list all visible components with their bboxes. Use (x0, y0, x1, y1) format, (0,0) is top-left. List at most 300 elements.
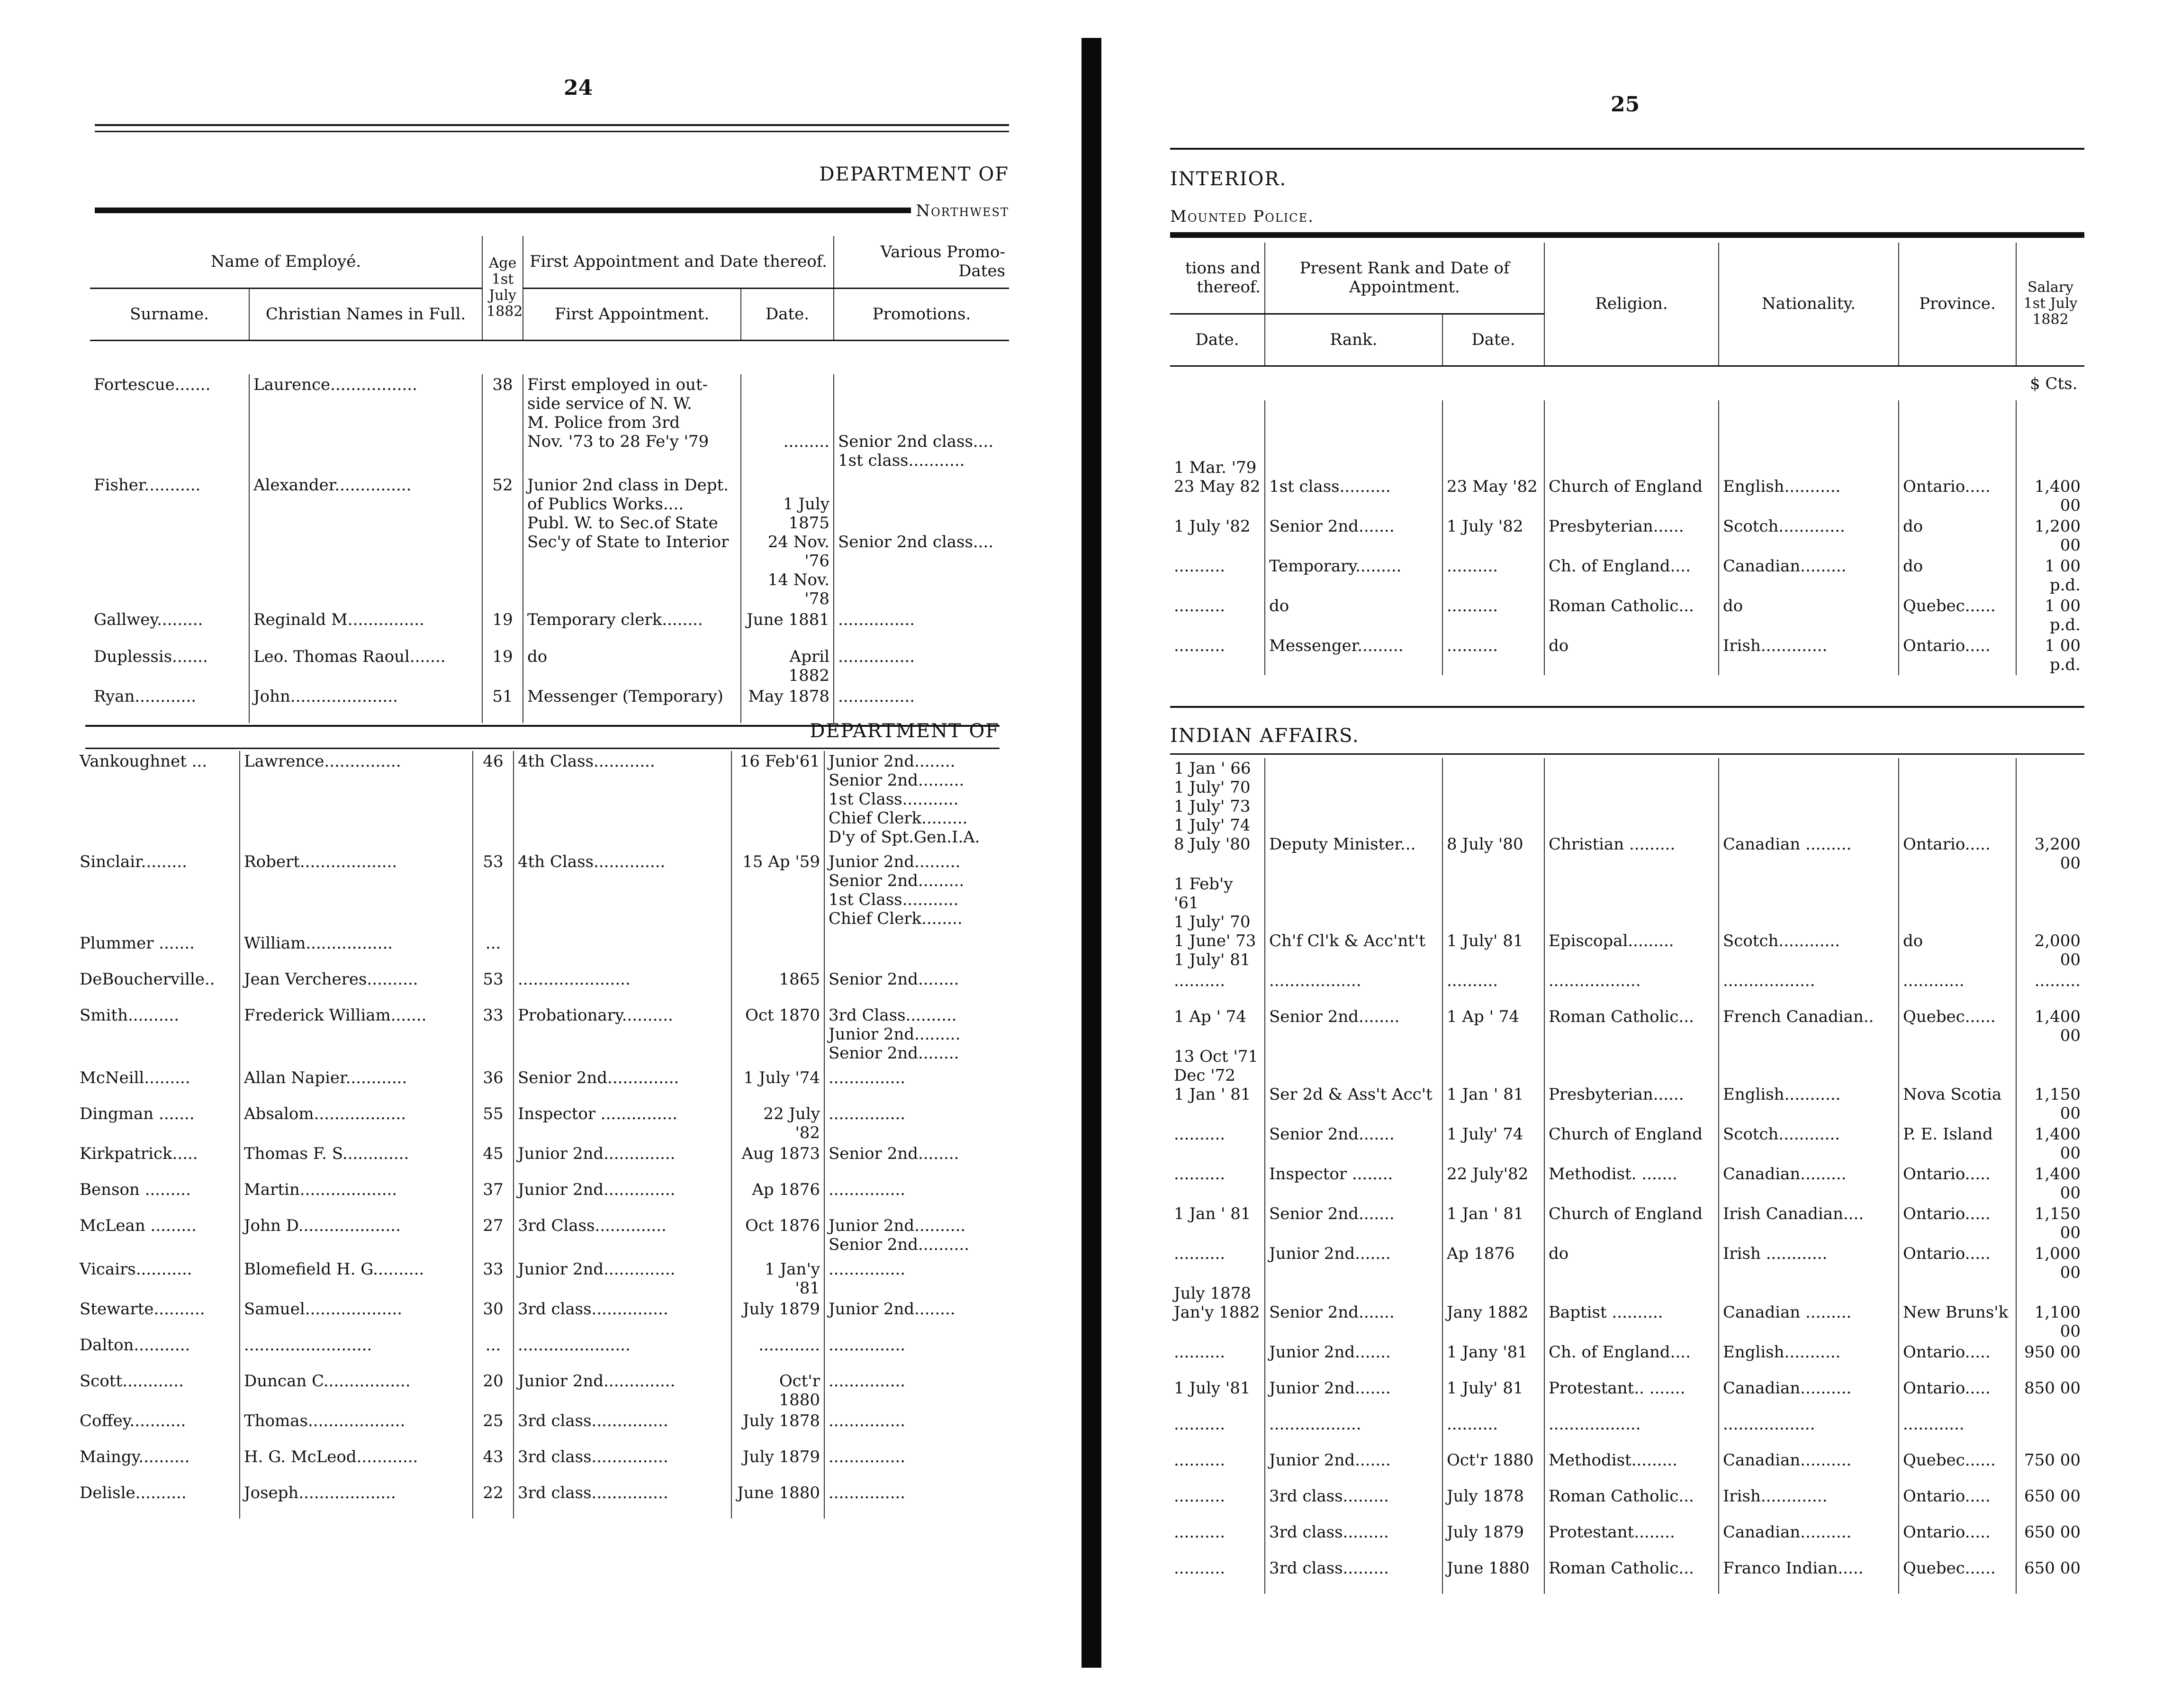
salary-cell: 1,400 00 (2016, 1006, 2084, 1046)
christian-names-cell: Joseph................... (240, 1482, 473, 1518)
salary-cell: 750 00 (2016, 1450, 2084, 1486)
branch-subtitle: Northwest (911, 201, 1009, 220)
rank-date-cell: 1 Jany '81 (1442, 1342, 1544, 1378)
nationality-cell: Scotch............ (1719, 1124, 1899, 1164)
christian-names-cell: Laurence................. (249, 374, 482, 475)
first-appointment-cell: Junior 2nd.............. (514, 1179, 731, 1215)
first-appointment-group-header: First Appointment and Date thereof. (523, 236, 834, 288)
promotion-date-cell: 1 July '82 (1174, 517, 1251, 536)
nationality-cell: French Canadian.. (1719, 1006, 1899, 1046)
table-row (76, 1143, 1000, 1179)
promotions-cell: Senior 2nd........ (824, 969, 1000, 1005)
surname-cell: Vankoughnet ... (80, 752, 207, 771)
religion-cell: Baptist .......... (1544, 1283, 1719, 1342)
religion-cell: .................. (1544, 1414, 1719, 1450)
date-cell (731, 933, 824, 969)
promotions-cell: Junior 2nd.......... Senior 2nd.......... (824, 1215, 1000, 1259)
present-rank-group-header: Present Rank and Date of Appointment. (1265, 243, 1544, 314)
page-number: 25 (1611, 92, 1640, 117)
heavy-rule (1170, 232, 2084, 238)
section2-title: INDIAN AFFAIRS. (1170, 725, 1360, 747)
date-cell: Oct 1876 (731, 1215, 824, 1259)
promotion-date-cell: 13 Oct '71 Dec '72 1 Jan ' 81 (1174, 1047, 1259, 1104)
table-row (76, 751, 1000, 851)
christian-names-cell: John..................... (249, 686, 482, 723)
salary-cell: 1,150 00 (2016, 1203, 2084, 1243)
rank-date-cell: Ap 1876 (1442, 1243, 1544, 1283)
table-row (90, 646, 1009, 686)
table-row (1170, 400, 2084, 516)
promotions-cell: Junior 2nd........ Senior 2nd......... 1st Class........... Chief Clerk......... D'y of Spt.Gen.I.A. (824, 751, 1000, 851)
rank-date-cell: July 1878 (1442, 1486, 1544, 1522)
age-cell: 19 (482, 609, 523, 646)
department-title: DEPARTMENT OF (819, 163, 1009, 185)
section-rule (1170, 706, 2084, 708)
province-cell: Ontario..... (1899, 1378, 2016, 1414)
christian-names-cell: Leo. Thomas Raoul....... (249, 646, 482, 686)
surname-cell: Delisle.......... (80, 1483, 187, 1502)
date-cell: Oct'r 1880 (731, 1371, 824, 1410)
rank-date-cell: .......... (1442, 556, 1544, 596)
rank-cell: Junior 2nd....... (1265, 1450, 1442, 1486)
nationality-cell: .................. (1719, 970, 1899, 1006)
religion-cell: Roman Catholic... (1544, 1558, 1719, 1594)
rank-cell: Senior 2nd....... (1265, 1203, 1442, 1243)
table-row (76, 969, 1000, 1005)
religion-cell: Methodist......... (1544, 1450, 1719, 1486)
province-header: Province. (1899, 243, 2016, 366)
table-row (76, 933, 1000, 969)
table-row (76, 1005, 1000, 1067)
province-cell: Ontario..... (1899, 758, 2016, 874)
age-header: Age 1st July 1882 (482, 236, 523, 340)
rank-cell: Senior 2nd....... (1265, 516, 1442, 556)
section-rule-2 (1170, 753, 2084, 755)
salary-cell: 1,400 00 (2016, 1124, 2084, 1164)
rank-cell: Deputy Minister... (1265, 758, 1442, 874)
promotions-cell: Senior 2nd class.... (834, 475, 1009, 609)
age-cell: 37 (473, 1179, 514, 1215)
right-page (1109, 0, 2163, 1708)
religion-cell: Protestant.. ....... (1544, 1378, 1719, 1414)
rank-cell: Ser 2d & Ass't Acc't (1265, 1046, 1442, 1124)
religion-cell: Presbyterian...... (1544, 1046, 1719, 1124)
promotion-date-header: Date. (1170, 314, 1265, 366)
age-cell: 38 (482, 374, 523, 475)
promotions-cell: ............... (824, 1179, 1000, 1215)
date-cell: Oct 1870 (731, 1005, 824, 1067)
christian-names-cell: Reginald M............... (249, 609, 482, 646)
section-rule-2 (85, 748, 1000, 749)
promotions-cell: Junior 2nd......... Senior 2nd......... 1st Class........... Chief Clerk........ (824, 851, 1000, 933)
nationality-cell: do (1719, 596, 1899, 635)
page-number: 24 (564, 76, 593, 100)
table-row (76, 1215, 1000, 1259)
first-appointment-cell: 4th Class.............. (514, 851, 731, 933)
promotions-cont-header: tions and thereof. (1170, 243, 1265, 314)
rank-cell: Temporary......... (1265, 556, 1442, 596)
table-row (1170, 1522, 2084, 1558)
first-appointment-cell: 4th Class............ (514, 751, 731, 851)
province-cell: Ontario..... (1899, 1203, 2016, 1243)
christian-names-cell: Allan Napier............ (240, 1067, 473, 1103)
first-appointment-cell: Probationary.......... (514, 1005, 731, 1067)
rank-date-cell: 8 July '80 (1442, 758, 1544, 874)
nationality-cell: Canadian.......... (1719, 1378, 1899, 1414)
age-cell: 43 (473, 1446, 514, 1482)
rank-cell: Junior 2nd....... (1265, 1378, 1442, 1414)
table-row (76, 1299, 1000, 1335)
religion-cell: Episcopal......... (1544, 874, 1719, 970)
first-appointment-cell: First employed in out- side service of N. W. M. Police from 3rd Nov. '73 to 28 Fe'y '79 (523, 374, 741, 475)
province-cell: Quebec...... (1899, 1558, 2016, 1594)
rank-date-cell: 1 Jan ' 81 (1442, 1203, 1544, 1243)
nationality-cell: Irish............. (1719, 635, 1899, 675)
table-row (1170, 1378, 2084, 1414)
first-appointment-cell: Junior 2nd.............. (514, 1259, 731, 1299)
promotion-date-cell: .......... (1174, 1415, 1226, 1434)
christian-names-cell: Thomas F. S............. (240, 1143, 473, 1179)
first-appointment-cell: Junior 2nd.............. (514, 1143, 731, 1179)
rank-cell: Messenger......... (1265, 635, 1442, 675)
nationality-cell: Scotch............ (1719, 874, 1899, 970)
table-row (90, 609, 1009, 646)
department-title-cont: INTERIOR. (1170, 168, 1287, 190)
rank-cell: Junior 2nd....... (1265, 1243, 1442, 1283)
age-cell: 36 (473, 1067, 514, 1103)
date-cell: 1 Jan'y '81 (731, 1259, 824, 1299)
christian-names-cell: Samuel................... (240, 1299, 473, 1335)
province-cell: Ontario..... (1899, 635, 2016, 675)
surname-cell: Fisher........... (94, 476, 201, 495)
promotion-date-cell: 1 Jan ' 66 1 July' 70 1 July' 73 1 July' 74 8 July '80 (1174, 759, 1251, 854)
age-cell: 20 (473, 1371, 514, 1410)
table-row (1170, 1006, 2084, 1046)
top-rule-2 (95, 131, 1009, 132)
first-appointment-cell: do (523, 646, 741, 686)
promotions-cell: ............... (834, 686, 1009, 723)
religion-cell: Ch. of England.... (1544, 556, 1719, 596)
province-cell: Nova Scotia (1899, 1046, 2016, 1124)
age-cell: 33 (473, 1005, 514, 1067)
age-cell: 55 (473, 1103, 514, 1143)
promotion-date-cell: .......... (1174, 1244, 1226, 1263)
table-row (90, 475, 1009, 609)
promotions-cell: ............... (834, 646, 1009, 686)
table-row (1170, 970, 2084, 1006)
province-cell: Quebec...... (1899, 596, 2016, 635)
nationality-cell: Canadian ......... (1719, 758, 1899, 874)
promotion-date-cell: .......... (1174, 1523, 1226, 1542)
promotions-cell: Senior 2nd........ (824, 1143, 1000, 1179)
rank-cell: 3rd class......... (1265, 1486, 1442, 1522)
rank-date-cell: .......... (1442, 596, 1544, 635)
table-row (76, 1482, 1000, 1518)
rank-date-cell: .......... (1442, 635, 1544, 675)
nationality-cell: Irish ............ (1719, 1243, 1899, 1283)
salary-cell: 1,400 00 (2016, 400, 2084, 516)
salary-cell: 1,000 00 (2016, 1243, 2084, 1283)
province-cell: do (1899, 874, 2016, 970)
register-table-header (90, 236, 1009, 341)
nationality-header: Nationality. (1719, 243, 1899, 366)
first-appointment-cell: ...................... (514, 1335, 731, 1371)
promotion-date-cell: 1 Jan ' 81 (1174, 1204, 1251, 1223)
religion-cell: do (1544, 635, 1719, 675)
date-cell: June 1881 (741, 609, 834, 646)
nationality-cell: English........... (1719, 400, 1899, 516)
province-cell: Quebec...... (1899, 1450, 2016, 1486)
religion-cell: Presbyterian...... (1544, 516, 1719, 556)
rank-date-header: Date. (1442, 314, 1544, 366)
religion-cell: do (1544, 1243, 1719, 1283)
province-cell: Ontario..... (1899, 1486, 2016, 1522)
christian-names-cell: H. G. McLeod............ (240, 1446, 473, 1482)
table-row (1170, 635, 2084, 675)
surname-cell: McLean ......... (80, 1216, 197, 1235)
christian-names-cell: Robert................... (240, 851, 473, 933)
indian-affairs-table-cont (1170, 758, 2084, 1594)
age-cell: 25 (473, 1410, 514, 1446)
rank-date-cell: July 1879 (1442, 1522, 1544, 1558)
christian-names-header: Christian Names in Full. (249, 288, 482, 340)
date-cell: July 1879 (731, 1446, 824, 1482)
table-row (1170, 1450, 2084, 1486)
rank-cell: 3rd class......... (1265, 1558, 1442, 1594)
first-appointment-cell: 3rd class............... (514, 1482, 731, 1518)
rank-cell: Inspector ........ (1265, 1164, 1442, 1203)
date-cell: Aug 1873 (731, 1143, 824, 1179)
religion-cell: Roman Catholic... (1544, 596, 1719, 635)
table-row (1170, 874, 2084, 970)
rank-date-cell: Jany 1882 (1442, 1283, 1544, 1342)
age-cell: 46 (473, 751, 514, 851)
promotions-cell: ............... (824, 1410, 1000, 1446)
nationality-cell: Canadian......... (1719, 556, 1899, 596)
table-row (1170, 1283, 2084, 1342)
table-row (1170, 556, 2084, 596)
rank-cell: Senior 2nd....... (1265, 1283, 1442, 1342)
table-row (1170, 516, 2084, 556)
northwest-police-table-cont (1170, 400, 2084, 675)
rank-date-cell: 1 Ap ' 74 (1442, 1006, 1544, 1046)
table-row (90, 374, 1009, 475)
table-row (76, 1410, 1000, 1446)
surname-cell: Benson ......... (80, 1180, 191, 1199)
surname-cell: Kirkpatrick..... (80, 1144, 198, 1163)
surname-cell: Fortescue....... (94, 375, 211, 394)
rank-date-cell: 1 July '82 (1442, 516, 1544, 556)
date-cell: 16 Feb'61 (731, 751, 824, 851)
first-appointment-cell (514, 933, 731, 969)
religion-cell: Protestant........ (1544, 1522, 1719, 1558)
salary-cell: 950 00 (2016, 1342, 2084, 1378)
age-cell: 33 (473, 1259, 514, 1299)
promotions-cell: ............... (824, 1482, 1000, 1518)
date-cell: 22 July '82 (731, 1103, 824, 1143)
promotion-date-cell: 1 Mar. '79 23 May 82 (1174, 458, 1261, 496)
table-row (76, 1067, 1000, 1103)
province-cell: Ontario..... (1899, 1164, 2016, 1203)
salary-cell: 2,000 00 (2016, 874, 2084, 970)
left-page (0, 0, 1056, 1708)
promotions-cell: ............... (824, 1371, 1000, 1410)
salary-cell: 650 00 (2016, 1486, 2084, 1522)
promotion-date-cell: .......... (1174, 1559, 1226, 1578)
book-gutter (1082, 38, 1101, 1668)
rank-date-cell: June 1880 (1442, 1558, 1544, 1594)
table-row (76, 1103, 1000, 1143)
first-appointment-cell: 3rd class............... (514, 1410, 731, 1446)
date-cell: 1 July 1875 24 Nov. '76 14 Nov. '78 (741, 475, 834, 609)
christian-names-cell: Lawrence............... (240, 751, 473, 851)
promotion-date-cell: .......... (1174, 557, 1226, 576)
surname-cell: Ryan............ (94, 687, 197, 706)
promotions-cell: ............... (834, 609, 1009, 646)
rank-cell: Ch'f Cl'k & Acc'nt't (1265, 874, 1442, 970)
table-row (1170, 1342, 2084, 1378)
first-appointment-header: First Appointment. (523, 288, 741, 340)
promotion-date-cell: .......... (1174, 1165, 1226, 1184)
date-cell: ............ (731, 1335, 824, 1371)
rank-date-cell: 1 July' 74 (1442, 1124, 1544, 1164)
date-cell: June 1880 (731, 1482, 824, 1518)
surname-header: Surname. (90, 288, 249, 340)
first-appointment-cell: Messenger (Temporary) (523, 686, 741, 723)
promotion-date-cell: 1 July '81 (1174, 1379, 1251, 1398)
rank-date-cell: .......... (1442, 970, 1544, 1006)
christian-names-cell: Frederick William....... (240, 1005, 473, 1067)
age-cell: 19 (482, 646, 523, 686)
rank-cell: do (1265, 596, 1442, 635)
salary-cell: 1 00 p.d. (2016, 596, 2084, 635)
surname-cell: McNeill......... (80, 1068, 190, 1087)
surname-cell: Stewarte.......... (80, 1300, 205, 1319)
religion-cell: Ch. of England.... (1544, 1342, 1719, 1378)
date-cell: April 1882 (741, 646, 834, 686)
first-appointment-cell: Senior 2nd.............. (514, 1067, 731, 1103)
province-cell: New Bruns'k (1899, 1283, 2016, 1342)
promotions-cell: Senior 2nd class.... 1st class........... (834, 374, 1009, 475)
salary-cell: 1,150 00 (2016, 1046, 2084, 1124)
rank-cell: .................. (1265, 970, 1442, 1006)
table-row (76, 1335, 1000, 1371)
salary-cell: 850 00 (2016, 1378, 2084, 1414)
religion-cell: Church of England (1544, 400, 1719, 516)
surname-cell: Dalton........... (80, 1336, 190, 1355)
top-rule (95, 124, 1009, 126)
christian-names-cell: Martin................... (240, 1179, 473, 1215)
province-cell: P. E. Island (1899, 1124, 2016, 1164)
date-cell: 1 July '74 (731, 1067, 824, 1103)
table-row (90, 686, 1009, 723)
religion-cell: .................. (1544, 970, 1719, 1006)
nationality-cell: English........... (1719, 1046, 1899, 1124)
promotions-cell: ............... (824, 1067, 1000, 1103)
province-cell: Ontario..... (1899, 400, 2016, 516)
christian-names-cell: William................. (240, 933, 473, 969)
rank-header: Rank. (1265, 314, 1442, 366)
surname-cell: Maingy.......... (80, 1447, 190, 1466)
rank-cell: Senior 2nd........ (1265, 1006, 1442, 1046)
christian-names-cell: Jean Vercheres.......... (240, 969, 473, 1005)
salary-header: Salary 1st July 1882 (2016, 243, 2084, 366)
age-cell: 22 (473, 1482, 514, 1518)
surname-cell: Sinclair......... (80, 852, 187, 871)
salary-cell: 1,100 00 (2016, 1283, 2084, 1342)
province-cell: ............ (1899, 970, 2016, 1006)
salary-cell: 1 00 p.d. (2016, 635, 2084, 675)
nationality-cell: Canadian ......... (1719, 1283, 1899, 1342)
christian-names-cell: John D.................... (240, 1215, 473, 1259)
nationality-cell: Canadian......... (1719, 1164, 1899, 1203)
first-appointment-cell: Junior 2nd.............. (514, 1371, 731, 1410)
surname-cell: Scott............ (80, 1372, 184, 1391)
province-cell: ............ (1899, 1414, 2016, 1450)
christian-names-cell: Alexander............... (249, 475, 482, 609)
promotion-date-cell: 1 Feb'y '61 1 July' 70 1 June' 73 1 July' 81 (1174, 875, 1256, 969)
date-cell: July 1878 (731, 1410, 824, 1446)
rank-date-cell: 1 Jan ' 81 (1442, 1046, 1544, 1124)
christian-names-cell: Duncan C................. (240, 1371, 473, 1410)
date-header: Date. (741, 288, 834, 340)
date-cell: Ap 1876 (731, 1179, 824, 1215)
nationality-cell: Canadian.......... (1719, 1522, 1899, 1558)
table-row (76, 1179, 1000, 1215)
promotions-cell (824, 933, 1000, 969)
table-row (76, 1371, 1000, 1410)
province-cell: Ontario..... (1899, 1243, 2016, 1283)
age-cell: 51 (482, 686, 523, 723)
religion-cell: Roman Catholic... (1544, 1486, 1719, 1522)
promotion-date-cell: .......... (1174, 636, 1226, 655)
promotions-header: Promotions. (834, 288, 1009, 340)
promotion-date-cell: .......... (1174, 1487, 1226, 1506)
religion-header: Religion. (1544, 243, 1719, 366)
province-cell: Ontario..... (1899, 1522, 2016, 1558)
religion-cell: Methodist. ....... (1544, 1164, 1719, 1203)
surname-cell: Plummer ....... (80, 934, 195, 953)
table-row (1170, 1124, 2084, 1164)
salary-cell: 3,200 00 (2016, 758, 2084, 874)
surname-cell: Gallwey......... (94, 610, 203, 629)
rank-cell: .................. (1265, 1414, 1442, 1450)
rank-date-cell: 23 May '82 (1442, 400, 1544, 516)
surname-cell: Dingman ....... (80, 1104, 195, 1123)
table-row (1170, 1046, 2084, 1124)
salary-cell: 1,400 00 (2016, 1164, 2084, 1203)
rank-date-cell: 1 July' 81 (1442, 874, 1544, 970)
nationality-cell: .................. (1719, 1414, 1899, 1450)
date-cell: 15 Ap '59 (731, 851, 824, 933)
christian-names-cell: Thomas................... (240, 1410, 473, 1446)
christian-names-cell: Absalom.................. (240, 1103, 473, 1143)
date-cell: 1865 (731, 969, 824, 1005)
religion-cell: Roman Catholic... (1544, 1006, 1719, 1046)
promotions-group-header: Various Promo- Dates (834, 236, 1009, 288)
nationality-cell: English........... (1719, 1342, 1899, 1378)
table-row (1170, 1164, 2084, 1203)
rank-cell: Senior 2nd....... (1265, 1124, 1442, 1164)
first-appointment-cell: Inspector ............... (514, 1103, 731, 1143)
religion-cell: Christian ......... (1544, 758, 1719, 874)
promotion-date-cell: .......... (1174, 971, 1226, 990)
surname-cell: Vicairs........... (80, 1260, 192, 1279)
salary-cell: 1 00 p.d. (2016, 556, 2084, 596)
province-cell: do (1899, 516, 2016, 556)
first-appointment-cell: 3rd class............... (514, 1299, 731, 1335)
table-row (76, 851, 1000, 933)
